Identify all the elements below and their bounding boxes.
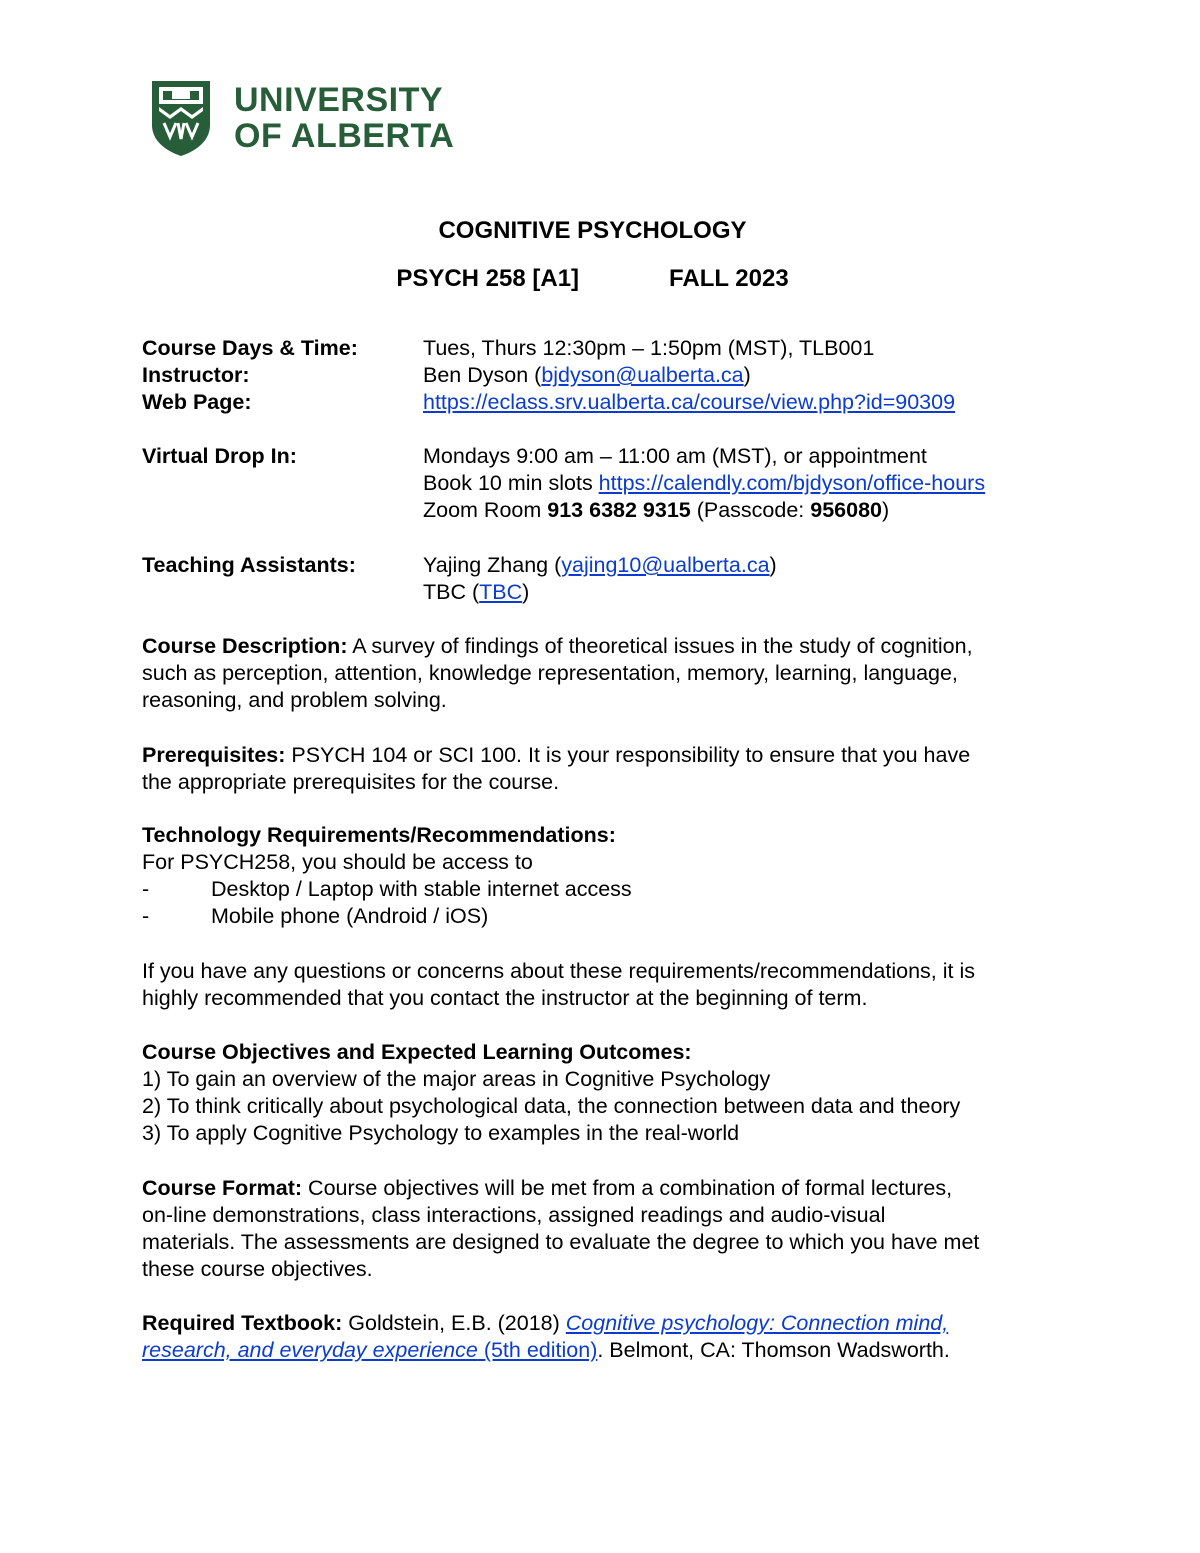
format-line-3: materials. The assessments are designed to evaluate the degree to which you have met <box>142 1230 980 1254</box>
shield-crest-icon <box>150 79 212 157</box>
textbook-label: Required Textbook: <box>142 1311 343 1335</box>
textbook-edition-link[interactable]: (5th edition) <box>477 1338 598 1362</box>
list-item: - Desktop / Laptop with stable internet access <box>142 877 632 901</box>
textbook-title-link-1[interactable]: Cognitive psychology: Connection mind, <box>565 1311 949 1335</box>
description-line-2: such as perception, attention, knowledge representation, memory, learning, language, <box>142 661 958 685</box>
ta-1-name: Yajing Zhang ( <box>423 553 562 577</box>
university-logo <box>150 78 454 158</box>
technology-note <box>142 958 1072 1012</box>
logo-line-2: OF ALBERTA <box>234 117 455 155</box>
web-page-link[interactable]: https://eclass.srv.ualberta.ca/course/view.php?id=90309 <box>423 390 956 414</box>
instructor-value <box>423 362 751 389</box>
web-value <box>423 389 955 416</box>
web-label: Web Page: <box>142 390 252 414</box>
days-value: Tues, Thurs 12:30pm – 1:50pm (MST), TLB001 <box>423 336 875 360</box>
objective-2: 2) To think critically about psychological data, the connection between data and theory <box>142 1094 961 1118</box>
objectives-label: Course Objectives and Expected Learning Outcomes: <box>142 1040 692 1064</box>
ta-2-close: ) <box>522 580 530 604</box>
technology-note-line-1: If you have any questions or concerns about these requirements/recommendations, it is <box>142 959 975 983</box>
description-line-3: reasoning, and problem solving. <box>142 688 447 712</box>
booking-link[interactable]: https://calendly.com/bjdyson/office-hours <box>598 471 986 495</box>
technology-label: Technology Requirements/Recommendations: <box>142 823 616 847</box>
textbook-author: Goldstein, E.B. (2018) <box>342 1311 566 1335</box>
ta-1-email-link[interactable]: yajing10@ualberta.ca <box>561 553 770 577</box>
course-format <box>142 1175 1072 1283</box>
prereq-label: Prerequisites: <box>142 743 286 767</box>
dropin-line-2 <box>423 470 985 497</box>
days-label: Course Days & Time: <box>142 336 358 360</box>
dropin-label: Virtual Drop In: <box>142 444 297 468</box>
description-label: Course Description: <box>142 634 348 658</box>
logo-line-1: UNIVERSITY <box>234 81 444 119</box>
textbook-title-link-2[interactable]: research, and everyday experience <box>142 1338 478 1362</box>
ta-label: Teaching Assistants: <box>142 553 356 577</box>
technology-requirements <box>142 822 1072 930</box>
course-code: PSYCH 258 [A1] <box>396 265 580 292</box>
logo-wordmark <box>234 82 454 154</box>
zoom-close: ) <box>882 498 890 522</box>
technology-intro: For PSYCH258, you should be access to <box>142 850 533 874</box>
objective-3: 3) To apply Cognitive Psychology to examples in the real-world <box>142 1121 740 1145</box>
format-line-4: these course objectives. <box>142 1257 373 1281</box>
course-term: FALL 2023 <box>669 265 789 292</box>
course-header <box>0 265 1185 293</box>
instructor-close: ) <box>743 363 751 387</box>
ta-2 <box>423 579 529 606</box>
prerequisites <box>142 742 1072 796</box>
zoom-prefix: Zoom Room <box>423 498 548 522</box>
prereq-line-2: the appropriate prerequisites for the course. <box>142 770 560 794</box>
ta-1-close: ) <box>769 553 777 577</box>
booking-text: Book 10 min slots <box>423 471 599 495</box>
ta-1 <box>423 552 777 579</box>
list-item: - Mobile phone (Android / iOS) <box>142 904 489 928</box>
zoom-passcode: 956080 <box>810 498 882 522</box>
prereq-line-1: PSYCH 104 or SCI 100. It is your responsibility to ensure that you have <box>285 743 971 767</box>
ta-2-name: TBC ( <box>423 580 480 604</box>
instructor-email-link[interactable]: bjdyson@ualberta.ca <box>541 363 744 387</box>
ta-2-email-link[interactable]: TBC <box>479 580 523 604</box>
dropin-line-1: Mondays 9:00 am – 11:00 am (MST), or appointment <box>423 444 927 468</box>
zoom-id: 913 6382 9315 <box>547 498 691 522</box>
format-line-2: on-line demonstrations, class interactions, assigned readings and audio-visual <box>142 1203 886 1227</box>
page-title: COGNITIVE PSYCHOLOGY <box>438 217 747 244</box>
technology-note-line-2: highly recommended that you contact the instructor at the beginning of term. <box>142 986 868 1010</box>
instructor-name: Ben Dyson ( <box>423 363 542 387</box>
objective-1: 1) To gain an overview of the major areas in Cognitive Psychology <box>142 1067 771 1091</box>
format-line-1: Course objectives will be met from a combination of formal lectures, <box>302 1176 953 1200</box>
required-textbook <box>142 1310 1072 1364</box>
technology-bullet-2: Mobile phone (Android / iOS) <box>211 904 489 928</box>
textbook-publisher: . Belmont, CA: Thomson Wadsworth. <box>597 1338 950 1362</box>
course-description <box>142 633 1072 714</box>
zoom-passcode-label: (Passcode: <box>690 498 811 522</box>
instructor-label: Instructor: <box>142 363 250 387</box>
description-line-1: A survey of findings of theoretical issues in the study of cognition, <box>347 634 973 658</box>
course-objectives <box>142 1039 1072 1147</box>
technology-bullet-1: Desktop / Laptop with stable internet access <box>211 877 632 901</box>
format-label: Course Format: <box>142 1176 303 1200</box>
zoom-line <box>423 497 889 524</box>
